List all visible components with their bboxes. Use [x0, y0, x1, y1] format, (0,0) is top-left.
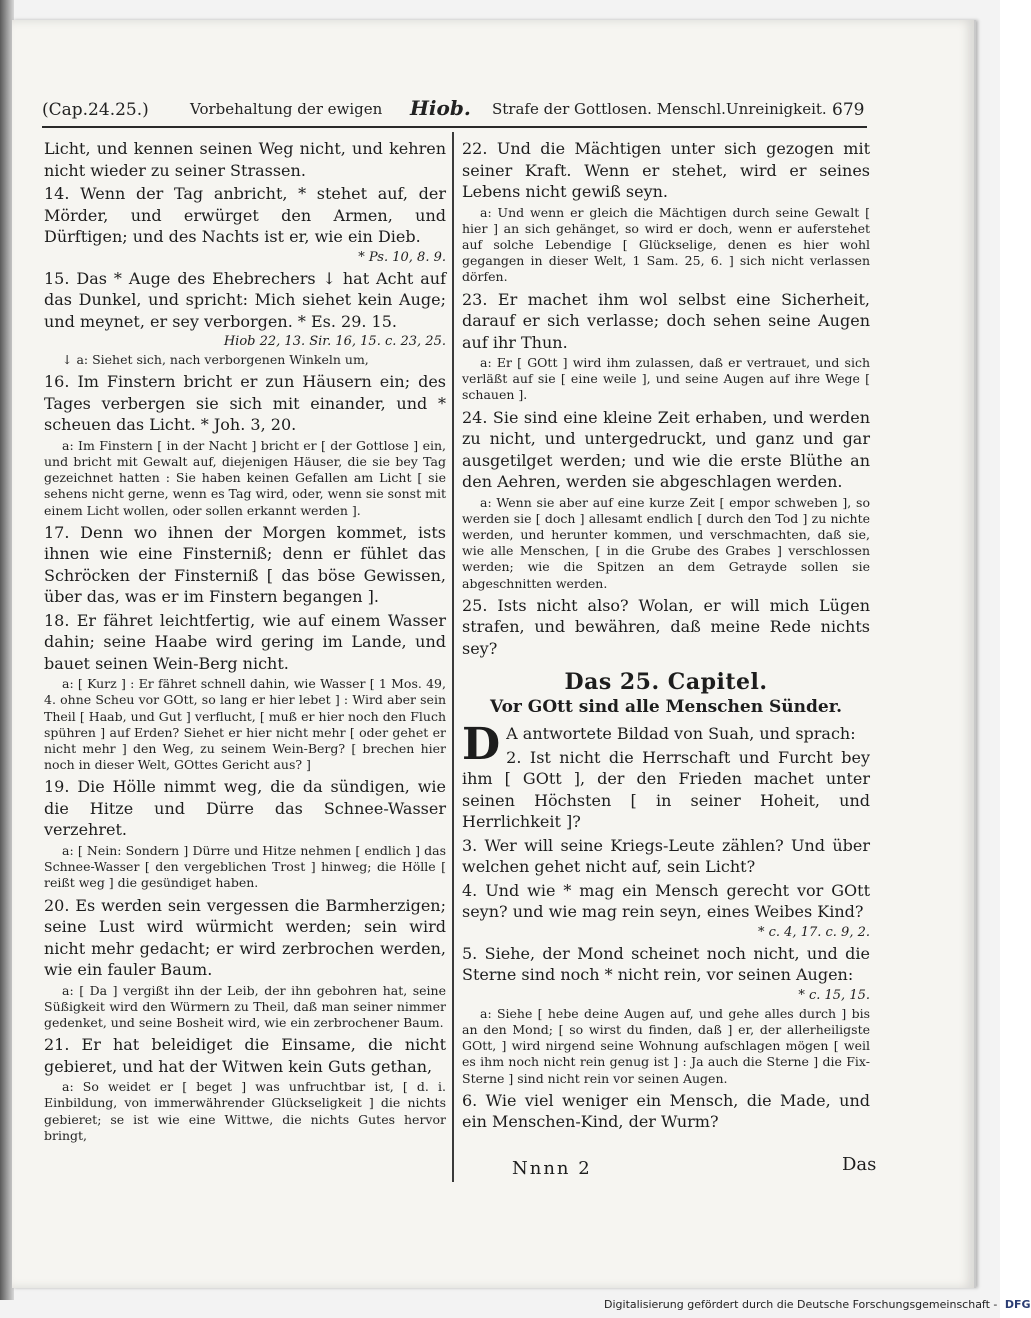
commentary-note: a: [ Nein: Sondern ] Dürre und Hitze nehmen [ endlich ] das Schnee-Wasser [ den vergeblichen Trost ] hinweg; die Hölle [ reißt weg ] die gesündiget haben.	[44, 842, 446, 891]
chapter-opening-text: A antwortete Bildad von Suah, und sprach:	[506, 724, 856, 744]
commentary-note: a: [ Da ] vergißt ihn der Leib, der ihn gebohren hat, seine Süßigkeit wird den Würmern zu Theil, daß man seiner nimmer gedenket, und seine Bosheit wird, wie ein zerbrochener Baum.	[44, 982, 446, 1030]
dfg-logo: DFG	[1004, 1298, 1031, 1311]
verse-paragraph: 14. Wenn der Tag anbricht, * stehet auf, der Mörder, und erwürget den Armen, und Dürftigen; und des Nachts ist er, wie ein Dieb.	[44, 184, 446, 246]
header-chapter-range: (Cap.24.25.)	[42, 100, 149, 120]
drop-cap: D	[462, 719, 501, 771]
page-number: 679	[832, 100, 865, 120]
commentary-note: a: So weidet er [ beget ] was unfruchtbar ist, [ d. i. Einbildung, von immerwährender Glückseligkeit ] die nichts gebieret; se ist wie eine Wittwe, die nichts Gutes hervor bringt,	[44, 1079, 446, 1143]
digitization-credit	[604, 1298, 1031, 1311]
commentary-note: a: Im Finstern [ in der Nacht ] bricht er [ der Gottlose ] ein, und bricht mit Gewalt auf, diejenigen Häuser, die sie bey Tag gezeichnet hatten : Sie haben keinen Gefallen am Licht [ sie sehens nicht gerne, wenn es Tag wird, oder, wenn sie sonst mit einem Licht wollen, oder sollen erkannt werden ].	[44, 437, 446, 518]
verse-paragraph: 19. Die Hölle nimmt weg, die da sündigen, wie die Hitze und Dürre das Schnee-Wasser verzehret.	[44, 777, 446, 840]
verse-paragraph: Licht, und kennen seinen Weg nicht, und kehren nicht wieder zu seiner Strassen.	[44, 139, 446, 180]
chapter-summary: Vor GOtt sind alle Menschen Sünder.	[489, 697, 843, 718]
commentary-note: a: Siehe [ hebe deine Augen auf, und gehe alles durch ] bis an den Mond; [ so wirst du finden, daß ] er, der allerheiligste GOtt, ] wird nirgend seine Wohnung aufschlagen mögen [ weil es ihm noch nicht rein genug ist ] : Ja auch die Sterne ] die Fix-Sterne ] sind nicht rein vor seinen Augen.	[462, 1005, 870, 1086]
verse-paragraph: 21. Er hat beleidiget die Einsame, die nicht gebieret, und hat der Witwen kein Guts gethan,	[44, 1035, 446, 1076]
cross-reference: * c. 4, 17. c. 9, 2.	[757, 924, 870, 940]
right-column	[462, 138, 870, 1135]
verse-paragraph: 25. Ists nicht also? Wolan, er will mich Lügen strafen, und bewähren, daß meine Rede nichts sey?	[462, 595, 870, 658]
verse-paragraph: 20. Es werden sein vergessen die Barmherzigen; seine Lust wird würmicht werden; sein wird nicht mehr gedacht; er wird zerbrochen werden, wie ein fauler Baum.	[44, 895, 446, 980]
verse-paragraph: 4. Und wie * mag ein Mensch gerecht vor GOtt seyn? und wie mag rein seyn, eines Weibes Kind?	[462, 880, 870, 922]
verse-paragraph: 17. Denn wo ihnen der Morgen kommet, ists ihnen wie eine Finsterniß; denn er fühlet das Schröcken der Finsterniß [ das böse Gewissen, über das, was er im Finstern begangen ].	[44, 522, 446, 607]
commentary-note: a: Er [ GOtt ] wird ihm zulassen, daß er vertrauet, und sich verläßt auf sie [ eine weile ], und seine Augen auf ihre Wege [ schauen ].	[462, 355, 870, 403]
credit-text: Digitalisierung gefördert durch die Deutsche Forschungsgemeinschaft -	[604, 1298, 998, 1311]
verse-paragraph: 23. Er machet ihm wol selbst eine Sicherheit, darauf er sich verlasse; doch sehen seine Augen auf ihr Thun.	[462, 289, 870, 352]
catchword: Das	[842, 1154, 877, 1175]
cross-reference: Hiob 22, 13. Sir. 16, 15. c. 23, 25.	[223, 334, 446, 349]
verse-paragraph: 15. Das * Auge des Ehebrechers ↓ hat Acht auf das Dunkel, und spricht: Mich siehet kein Auge; und meynet, er sey verborgen. * Es. 29. 15.	[44, 268, 446, 331]
right-column-verses-bottom	[462, 747, 870, 1133]
commentary-note: a: [ Kurz ] : Er fähret schnell dahin, wie Wasser [ 1 Mos. 49, 4. ohne Scheu vor GOtt, so lang er hier lebet ] : Wird aber sein Theil [ Haab, und Gut ] verflucht, [ muß er hier noch den Fluch spühren ] auf Erden? Siehet er hier nicht mehr [ oder gehet er nicht mehr ] den Weg, zu seinem Wein-Berg? [ brechen hier noch in dieser Welt, GOttes Gericht aus? ]	[44, 676, 446, 773]
chapter-opening	[462, 719, 870, 771]
commentary-note: ↓ a: Siehet sich, nach verborgenen Winkeln um,	[62, 352, 369, 367]
commentary-note: a: Wenn sie aber auf eine kurze Zeit [ empor schweben ], so werden sie [ doch ] allesamt endlich [ durch den Tod ] zu nichte werden, und herunter kommen, und verschmachten, daß sie, wie alle Menschen, [ in die Grube des Grabes ] verschlossen werden; wie die Spitzen an dem Getrayde sollen sie abgeschnitten werden.	[462, 494, 870, 591]
verse-paragraph: 16. Im Finstern bricht er zun Häusern ein; des Tages verbergen sie sich mit einander, und * scheuen das Licht. * Joh. 3, 20.	[44, 372, 446, 435]
verse-paragraph: 24. Sie sind eine kleine Zeit erhaben, und werden zu nicht, und untergedruckt, und ganz und gar ausgetilget werden; und wie die erste Blüthe an den Aehren, werden sie abgeschlagen werden.	[462, 407, 870, 492]
verse-paragraph: 18. Er fähret leichtfertig, wie auf einem Wasser dahin; seine Haabe wird gering im Lande, und bauet seinen Wein-Berg nicht.	[44, 610, 446, 673]
verse-paragraph: 3. Wer will seine Kriegs-Leute zählen? Und über welchen gehet nicht auf, sein Licht?	[462, 835, 870, 877]
running-header	[42, 92, 867, 128]
verse-paragraph: 2. Ist nicht die Herrschaft und Furcht bey ihm [ GOtt ], der den Frieden machet unter seinen Höchsten [ in seiner Hoheit, und Herrlichkeit ]?	[462, 747, 870, 832]
header-right-topic: Strafe der Gottlosen. Menschl.Unreinigkeit.	[492, 100, 827, 118]
right-column-verses-top	[462, 138, 870, 659]
cross-reference: * c. 15, 15.	[798, 987, 870, 1003]
book-page	[12, 20, 976, 1288]
verse-paragraph: 6. Wie viel weniger ein Mensch, die Made, und ein Menschen-Kind, der Wurm?	[462, 1090, 870, 1132]
verse-paragraph: 22. Und die Mächtigen unter sich gezogen mit seiner Kraft. Wenn er stehet, wird er seines Lebens nicht gewiß seyn.	[462, 139, 870, 201]
column-divider	[452, 132, 454, 1182]
header-book-title: Hiob.	[410, 96, 471, 120]
verse-paragraph: 5. Siehe, der Mond scheinet noch nicht, und die Sterne sind noch * nicht rein, vor seinen Augen:	[462, 943, 870, 985]
chapter-title: Das 25. Capitel.	[564, 669, 768, 696]
cross-reference: * Ps. 10, 8. 9.	[358, 249, 446, 265]
commentary-note: a: Und wenn er gleich die Mächtigen durch seine Gewalt [ hier ] an sich gehänget, so wird er doch, wenn er auferstehet auf solche Lebendige [ Glückselige, denen es hier wohl gegangen in dieser Welt, 1 Sam. 25, 6. ] sich nicht verlassen dörfen.	[462, 204, 870, 285]
left-column	[44, 138, 446, 1147]
header-left-topic: Vorbehaltung der ewigen	[190, 100, 383, 118]
signature-mark: Nnnn 2	[512, 1158, 592, 1179]
